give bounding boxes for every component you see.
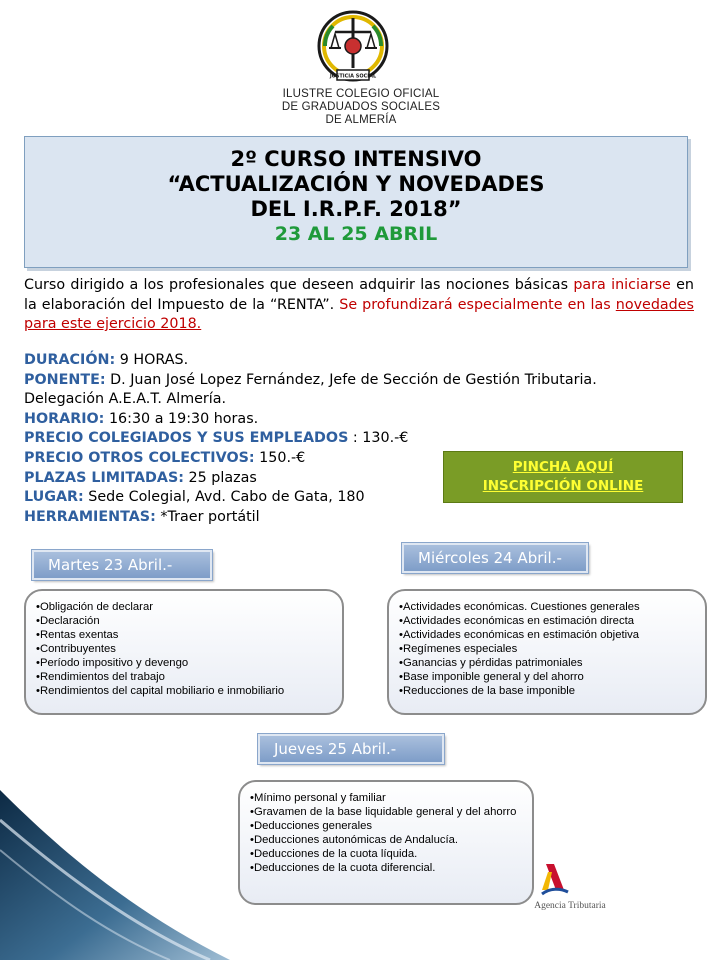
title-line-2: “ACTUALIZACIÓN Y NOVEDADES	[167, 172, 545, 196]
org-line-2: DE GRADUADOS SOCIALES	[281, 101, 441, 113]
list-item: •Actividades económicas. Cuestiones generales	[399, 601, 640, 613]
info-label: PRECIO OTROS COLECTIVOS:	[24, 449, 255, 466]
info-value: 150.-€	[254, 449, 306, 466]
info-label: HORARIO:	[24, 410, 105, 427]
day-header-miercoles: Miércoles 24 Abril.-	[402, 543, 588, 573]
info-value: Sede Colegial, Avd. Cabo de Gata, 180	[83, 489, 365, 506]
intro-highlight-1: para iniciarse	[573, 277, 671, 293]
list-item: •Rendimientos del trabajo	[36, 671, 165, 683]
org-line-3: DE ALMERÍA	[325, 114, 397, 126]
info-value: D. Juan José Lopez Fernández, Jefe de Sección de Gestión Tributaria.	[105, 371, 597, 388]
list-item: •Actividades económicas en estimación directa	[399, 615, 635, 627]
list-item: •Regímenes especiales	[399, 643, 518, 655]
title-line-1: 2º CURSO INTENSIVO	[230, 147, 482, 171]
online-button-line-2[interactable]: INSCRIPCIÓN ONLINE	[482, 478, 644, 494]
agencia-tributaria-logo-icon	[540, 860, 570, 898]
org-line-1: ILUSTRE COLEGIO OFICIAL	[282, 88, 440, 100]
list-item: •Contribuyentes	[36, 643, 116, 655]
list-item: •Deducciones generales	[250, 820, 373, 832]
list-item: •Deducciones autonómicas de Andalucía.	[250, 834, 459, 846]
list-item: •Período impositivo y devengo	[36, 657, 189, 669]
decorative-swoosh	[0, 790, 230, 960]
info-label: PLAZAS LIMITADAS:	[24, 469, 184, 486]
list-item: •Gravamen de la base liquidable general y del ahorro	[250, 806, 517, 818]
course-dates: 23 AL 25 ABRIL	[274, 223, 438, 245]
justice-scales-seal-icon	[313, 8, 393, 90]
day-header-martes: Martes 23 Abril.-	[32, 550, 212, 580]
intro-part-3: en la elaboración del Impuesto de la “RENTA”.	[24, 277, 694, 313]
intro-highlight-3: novedades para este ejercicio 2018.	[24, 296, 694, 332]
list-item: •Base imponible general y del ahorro	[399, 671, 584, 683]
intro-part-1: Curso dirigido a los profesionales que deseen adquirir las nociones básicas	[24, 277, 574, 293]
list-item: •Deducciones de la cuota diferencial.	[250, 862, 436, 874]
online-registration-button[interactable]	[443, 451, 683, 503]
list-item: •Rendimientos del capital mobiliario e inmobiliario	[36, 685, 285, 697]
list-item: •Ganancias y pérdidas patrimoniales	[399, 657, 583, 669]
list-item: •Reducciones de la base imponible	[399, 685, 576, 697]
info-label: PRECIO COLEGIADOS Y SUS EMPLEADOS	[24, 430, 349, 447]
day-header-jueves: Jueves 25 Abril.-	[258, 734, 444, 764]
topics-box-jueves	[238, 780, 534, 905]
list-item: •Deducciones de la cuota líquida.	[250, 848, 418, 860]
topics-box-miercoles	[387, 589, 707, 715]
seal-ribbon-text: JUSTICIA SOCIAL	[329, 73, 377, 80]
info-value: 16:30 a 19:30 horas.	[104, 410, 259, 427]
info-horario	[24, 410, 704, 430]
info-ponente-line2: Delegación A.E.A.T. Almería.	[24, 391, 227, 408]
topics-box-martes	[24, 589, 344, 715]
info-herramientas	[24, 508, 704, 528]
list-item: •Obligación de declarar	[36, 601, 153, 613]
info-label: LUGAR:	[24, 489, 84, 506]
info-duracion	[24, 351, 704, 371]
info-precio-colegiados	[24, 429, 704, 449]
intro-highlight-2: Se profundizará especialmente en las	[339, 296, 616, 313]
organization-name	[230, 88, 492, 127]
info-label: DURACIÓN:	[24, 352, 116, 368]
list-item: •Mínimo personal y familiar	[250, 792, 386, 804]
info-ponente	[24, 371, 704, 391]
course-title-box	[24, 136, 688, 268]
list-item: •Rentas exentas	[36, 629, 119, 641]
title-line-3: DEL I.R.P.F. 2018”	[250, 197, 462, 221]
info-value: 25 plazas	[184, 469, 257, 486]
course-description	[24, 276, 694, 335]
info-value: 9 HORAS.	[115, 352, 189, 368]
info-value: : 130.-€	[348, 430, 409, 447]
list-item: •Actividades económicas en estimación objetiva	[399, 629, 640, 641]
info-label: HERRAMIENTAS:	[24, 508, 156, 525]
agency-name: Agencia Tributaria	[534, 901, 606, 911]
info-label: PONENTE:	[24, 371, 106, 388]
online-button-line-1[interactable]: PINCHA AQUÍ	[512, 459, 614, 475]
info-value: *Traer portátil	[155, 508, 260, 525]
list-item: •Declaración	[36, 615, 100, 627]
